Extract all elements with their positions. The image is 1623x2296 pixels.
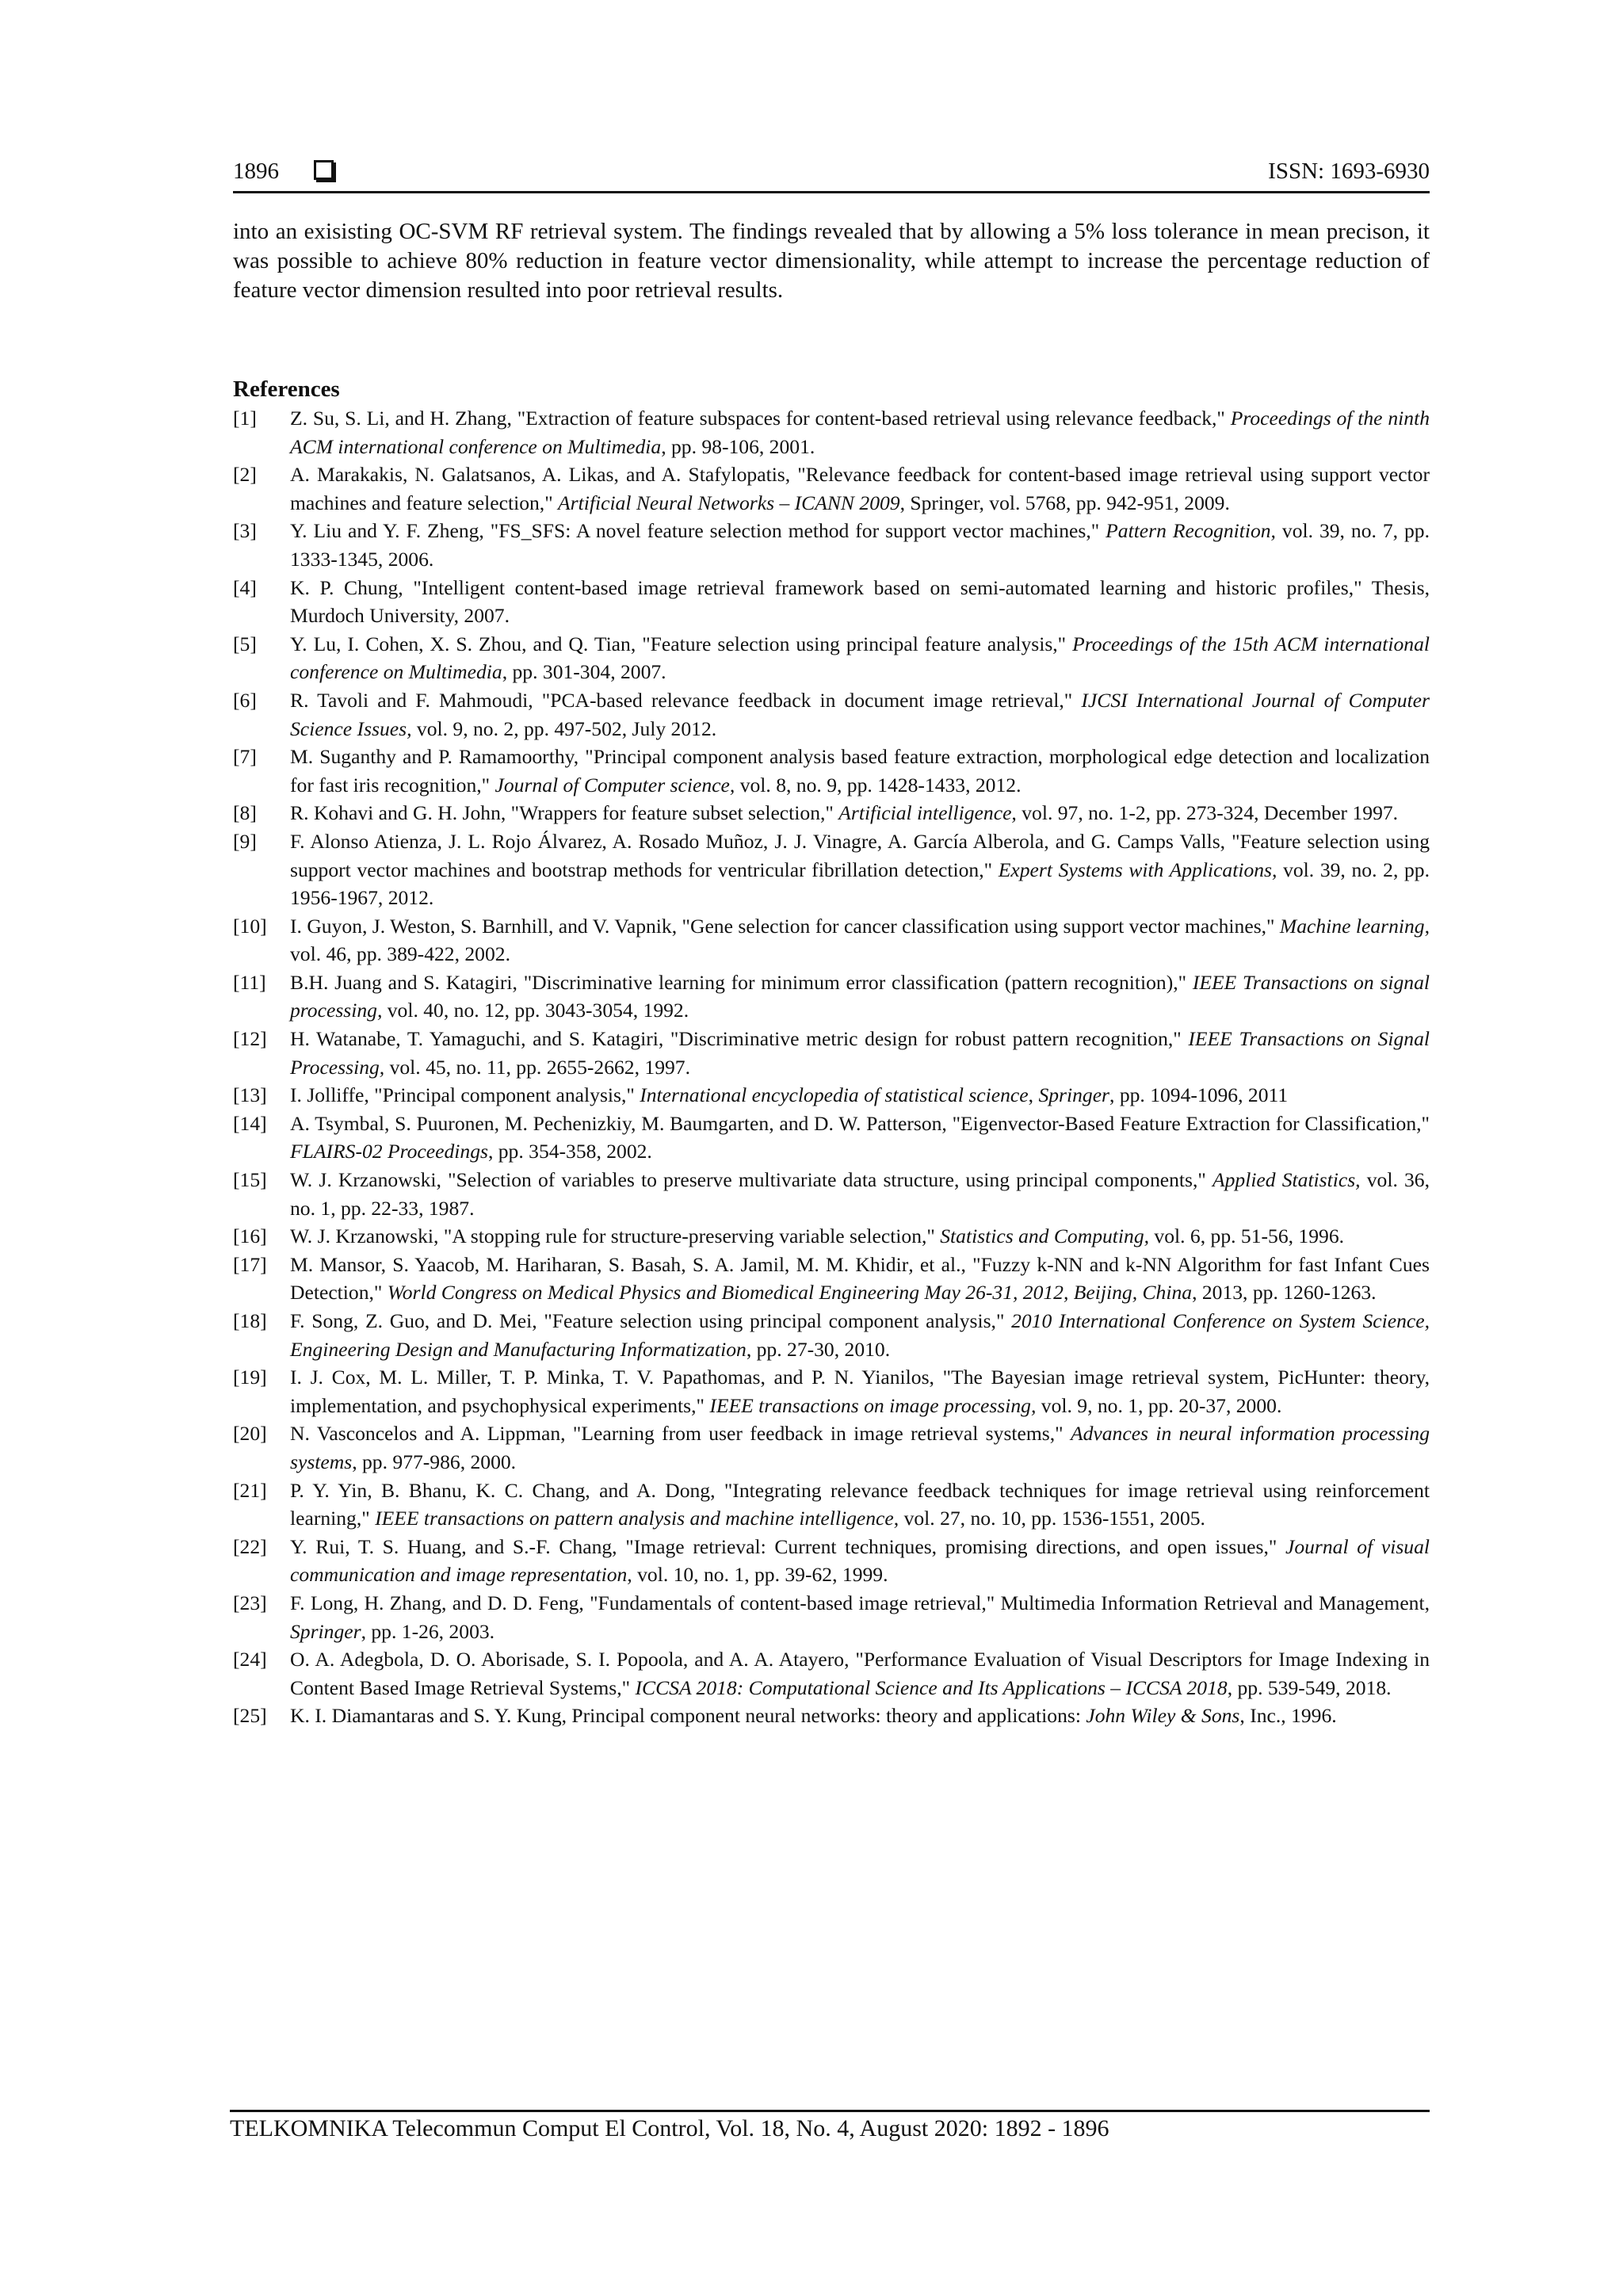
reference-item [233,1110,1430,1166]
reference-number: [5] [233,632,257,655]
reference-source: Statistics and Computing, [940,1224,1150,1248]
reference-segment: I. J. Cox, M. L. Miller, T. P. Minka, T. V. Papathomas, and P. N. Yianilos, "The Bayesian image retrieval system, PicHunter: theory, implementation, and psychophysical experiments," [290,1366,1430,1417]
reference-text [290,968,1430,1025]
reference-segment: W. J. Krzanowski, "Selection of variables to preserve multivariate data structure, using principal components," [290,1168,1212,1192]
reference-segment: , pp. 539-549, 2018. [1227,1675,1392,1699]
reference-source: 2010 International Conference on System Science, Engineering Design and Manufacturing Informatization [290,1309,1430,1361]
reference-segment: vol. 97, no. 1-2, pp. 273-324, December 1997. [1016,801,1399,825]
page-header [233,155,1430,195]
reference-source: Artificial Neural Networks – ICANN 2009 [558,491,900,514]
reference-number: [9] [233,829,257,853]
reference-item [233,968,1430,1025]
reference-text [290,1477,1430,1533]
reference-source: Proceedings of the ninth ACM international conference on Multimedia [290,407,1430,458]
reference-item [233,1702,1430,1730]
reference-text [290,1589,1430,1645]
reference-number: [12] [233,1027,267,1051]
reference-segment: B.H. Juang and S. Katagiri, "Discriminative learning for minimum error classification (pattern recognition)," [290,970,1193,994]
reference-item [233,1645,1430,1702]
reference-number: [24] [233,1648,267,1671]
reference-text [290,1533,1430,1589]
reference-item [233,1533,1430,1589]
reference-segment: Y. Liu and Y. F. Zheng, "FS_SFS: A novel feature selection method for support vector machines," [290,519,1106,543]
reference-segment: Z. Su, S. Li, and H. Zhang, "Extraction of feature subspaces for content-based retrieval using relevance feedback," [290,407,1231,430]
reference-text [290,686,1430,743]
reference-number: [11] [233,970,266,994]
reference-text [290,1419,1430,1476]
reference-source: Advances in neural information processing systems [290,1422,1430,1473]
header-divider [233,191,1430,193]
page-header-left [233,155,334,187]
reference-number: [25] [233,1704,267,1728]
reference-source: Expert Systems with Applications, [998,858,1277,881]
reference-text [290,1363,1430,1419]
journal-footer: TELKOMNIKA Telecommun Comput El Control, Vol. 18, No. 4, August 2020: 1892 - 1896 [230,2115,1109,2141]
reference-number: [10] [233,914,267,938]
reference-segment: , pp. 1-26, 2003. [361,1619,495,1643]
reference-segment: vol. 10, no. 1, pp. 39-62, 1999. [632,1563,888,1587]
reference-segment: vol. 39, no. 7, pp. 1333-1345, 2006. [290,519,1430,571]
reference-segment: K. I. Diamantaras and S. Y. Kung, Principal component neural networks: theory and applications: [290,1704,1086,1728]
reference-source: FLAIRS-02 Proceedings [290,1140,488,1163]
reference-item [233,686,1430,743]
reference-text [290,1081,1430,1110]
reference-number: [20] [233,1422,267,1446]
reference-segment: vol. 6, pp. 51-56, 1996. [1149,1224,1345,1248]
reference-source: Springer [1038,1083,1110,1107]
reference-segment: vol. 8, no. 9, pp. 1428-1433, 2012. [735,773,1022,797]
reference-segment: vol. 39, no. 2, pp. 1956-1967, 2012. [290,858,1430,910]
reference-source: , [908,1252,914,1276]
reference-item [233,1222,1430,1251]
reference-segment: vol. 45, no. 11, pp. 2655-2662, 1997. [384,1055,690,1079]
reference-source: Springer [290,1619,361,1643]
reference-number: [7] [233,745,257,769]
reference-text [290,1251,1430,1307]
reference-segment: O. A. Adegbola, D. O. Aborisade, S. I. Popoola, and A. A. Atayero, "Performance Evaluation of Visual Descriptors for Image Indexing in Content Based Image Retrieval Systems," [290,1648,1430,1699]
reference-segment: F. Song, Z. Guo, and D. Mei, "Feature selection using principal component analysis," [290,1309,1012,1332]
reference-number: [23] [233,1591,267,1614]
footer-divider [230,2110,1430,2112]
reference-segment: F. Long, H. Zhang, and D. D. Feng, "Fundamentals of content-based image retrieval," Multimedia Information Retrieval and Management, [290,1591,1430,1614]
reference-segment: vol. 40, no. 12, pp. 3043-3054, 1992. [382,999,689,1022]
reference-segment: , pp. 98-106, 2001. [661,434,815,458]
reference-source: IEEE transactions on image processing, [709,1393,1037,1417]
reference-segment: F. Alonso Atienza, J. L. Rojo Álvarez, A. Rosado Muñoz, J. J. Vinagre, A. García Alberola, and G. Camps Valls, "Feature selection using support vector machines and bootstrap methods for ventricular fibrillation detection," [290,829,1430,881]
reference-segment: A. Marakakis, N. Galatsanos, A. Likas, and A. Stafylopatis, "Relevance feedback for content-based image retrieval using support vector machines and feature selection," [290,463,1430,514]
reference-item [233,1251,1430,1307]
reference-item [233,1589,1430,1645]
reference-text [290,574,1430,630]
reference-number: [14] [233,1111,267,1135]
reference-number: [18] [233,1309,267,1332]
reference-segment: I. Guyon, J. Weston, S. Barnhill, and V. Vapnik, "Gene selection for cancer classification using support vector machines," [290,914,1280,938]
reference-segment: , pp. 301-304, 2007. [502,660,666,684]
reference-item [233,1363,1430,1419]
reference-source: Machine learning, [1279,914,1430,938]
reference-text [290,912,1430,968]
reference-source: Applied Statistics, [1212,1168,1361,1192]
reference-segment: vol. 27, no. 10, pp. 1536-1551, 2005. [899,1507,1205,1530]
reference-source: World Congress on Medical Physics and Biomedical Engineering May 26-31, 2012, Beijing, China [387,1281,1193,1305]
reference-item [233,1166,1430,1222]
reference-number: [16] [233,1224,267,1248]
reference-segment: R. Kohavi and G. H. John, "Wrappers for feature subset selection," [290,801,839,825]
reference-number: [13] [233,1083,267,1107]
reference-number: [8] [233,801,257,825]
reference-item [233,404,1430,460]
reference-segment: R. Tavoli and F. Mahmoudi, "PCA-based relevance feedback in document image retrieval," [290,688,1082,712]
reference-segment: , [1028,1083,1039,1107]
reference-segment: I. Jolliffe, "Principal component analysis," [290,1083,640,1107]
reference-item [233,1081,1430,1110]
reference-text [290,517,1430,573]
reference-item [233,1477,1430,1533]
reference-segment: , Inc., 1996. [1239,1704,1337,1728]
intro-paragraph: into an exisisting OC-SVM RF retrieval system. The findings revealed that by allowing a 5% loss tolerance in mean precison, it was possible to achieve 80% reduction in feature vector dimensionality, while attempt to increase the percentage reduction of feature vector dimension resulted into poor retrieval results. [233,219,1430,303]
reference-segment: P. Y. Yin, B. Bhanu, K. C. Chang, and A. Dong, "Integrating relevance feedback techniques for image retrieval using reinforcement learning," [290,1478,1430,1530]
reference-text [290,1025,1430,1081]
reference-segment: H. Watanabe, T. Yamaguchi, and S. Katagiri, "Discriminative metric design for robust pattern recognition," [290,1027,1189,1051]
reference-item [233,1307,1430,1363]
reference-source: Journal of visual communication and image representation, [290,1534,1430,1587]
reference-text [290,1645,1430,1702]
reference-source: Journal of Computer science, [495,773,735,797]
reference-source: Artificial intelligence, [838,801,1017,825]
reference-text [290,1110,1430,1166]
reference-source: Proceedings of the 15th ACM international conference on Multimedia [290,632,1430,684]
reference-number: [1] [233,407,257,430]
reference-text [290,460,1430,517]
reference-item [233,630,1430,686]
reference-number: [6] [233,688,257,712]
reference-number: [15] [233,1168,267,1192]
reference-number: [3] [233,519,257,543]
reference-item [233,799,1430,827]
reference-segment: N. Vasconcelos and A. Lippman, "Learning from user feedback in image retrieval systems," [290,1422,1071,1446]
reference-segment: A. Tsymbal, S. Puuronen, M. Pechenizkiy, M. Baumgarten, and D. W. Patterson, "Eigenvector-Based Feature Extraction for Classification," [290,1111,1430,1135]
reference-segment: , pp. 354-358, 2002. [487,1140,652,1163]
reference-segment: vol. 9, no. 2, pp. 497-502, July 2012. [411,716,717,740]
reference-segment: , pp. 977-986, 2000. [352,1450,517,1473]
reference-segment: vol. 46, pp. 389-422, 2002. [290,942,510,966]
reference-source: ICCSA 2018: Computational Science and Its Applications – ICCSA 2018 [635,1675,1228,1699]
reference-text [290,743,1430,799]
checkbox-square-icon [314,160,334,180]
reference-segment: W. J. Krzanowski, "A stopping rule for structure-preserving variable selection," [290,1224,941,1248]
page-number: 1896 [233,159,279,184]
reference-number: [17] [233,1252,267,1276]
reference-text [290,1307,1430,1363]
reference-segment: vol. 36, no. 1, pp. 22-33, 1987. [290,1168,1430,1220]
reference-source: IEEE Transactions on Signal Processing, [290,1027,1430,1079]
reference-item [233,827,1430,912]
reference-segment: , 2013, pp. 1260-1263. [1192,1281,1377,1305]
reference-number: [2] [233,463,257,487]
reference-text [290,1222,1430,1251]
reference-item [233,912,1430,968]
reference-number: [19] [233,1366,267,1389]
reference-segment: vol. 9, no. 1, pp. 20-37, 2000. [1036,1393,1282,1417]
reference-text [290,827,1430,912]
references-heading: References [233,376,340,402]
reference-source: IJCSI International Journal of Computer Science Issues, [290,688,1430,740]
issn-label: ISSN: 1693-6930 [1268,159,1430,184]
reference-source: Pattern Recognition, [1106,519,1276,543]
reference-source: IEEE transactions on pattern analysis and machine intelligence, [375,1507,899,1530]
reference-text [290,1702,1430,1730]
reference-segment: M. Suganthy and P. Ramamoorthy, "Principal component analysis based feature extraction, morphological edge detection and localization for fast iris recognition," [290,745,1430,797]
reference-number: [4] [233,575,257,599]
reference-source: IEEE Transactions on signal processing, [290,970,1430,1022]
reference-text [290,404,1430,460]
reference-list [233,404,1430,1730]
reference-source: International encyclopedia of statistical science [640,1083,1029,1107]
reference-text [290,1166,1430,1222]
reference-item [233,517,1430,573]
reference-number: [21] [233,1478,267,1502]
reference-segment: , pp. 27-30, 2010. [746,1337,891,1361]
reference-text [290,630,1430,686]
reference-item [233,1419,1430,1476]
reference-number: [22] [233,1534,267,1558]
reference-segment: K. P. Chung, "Intelligent content-based image retrieval framework based on semi-automated learning and historic profiles," Thesis, Murdoch University, 2007. [290,575,1430,628]
reference-item [233,574,1430,630]
reference-item [233,1025,1430,1081]
reference-segment: , pp. 1094-1096, 2011 [1109,1083,1289,1107]
reference-segment: Y. Lu, I. Cohen, X. S. Zhou, and Q. Tian, "Feature selection using principal feature analysis," [290,632,1073,655]
reference-segment: M. Mansor, S. Yaacob, M. Hariharan, S. Basah, S. A. Jamil, M. M. Khidir [290,1252,909,1276]
reference-segment: Y. Rui, T. S. Huang, and S.-F. Chang, "Image retrieval: Current techniques, promising directions, and open issues," [290,1534,1285,1558]
reference-segment: , Springer, vol. 5768, pp. 942-951, 2009. [899,491,1230,514]
reference-source: John Wiley & Sons [1086,1704,1240,1728]
reference-item [233,460,1430,517]
reference-text [290,799,1430,827]
reference-item [233,743,1430,799]
reference-segment: et al., "Fuzzy k-NN and k-NN Algorithm for fast Infant Cues Detection," [290,1252,1430,1305]
